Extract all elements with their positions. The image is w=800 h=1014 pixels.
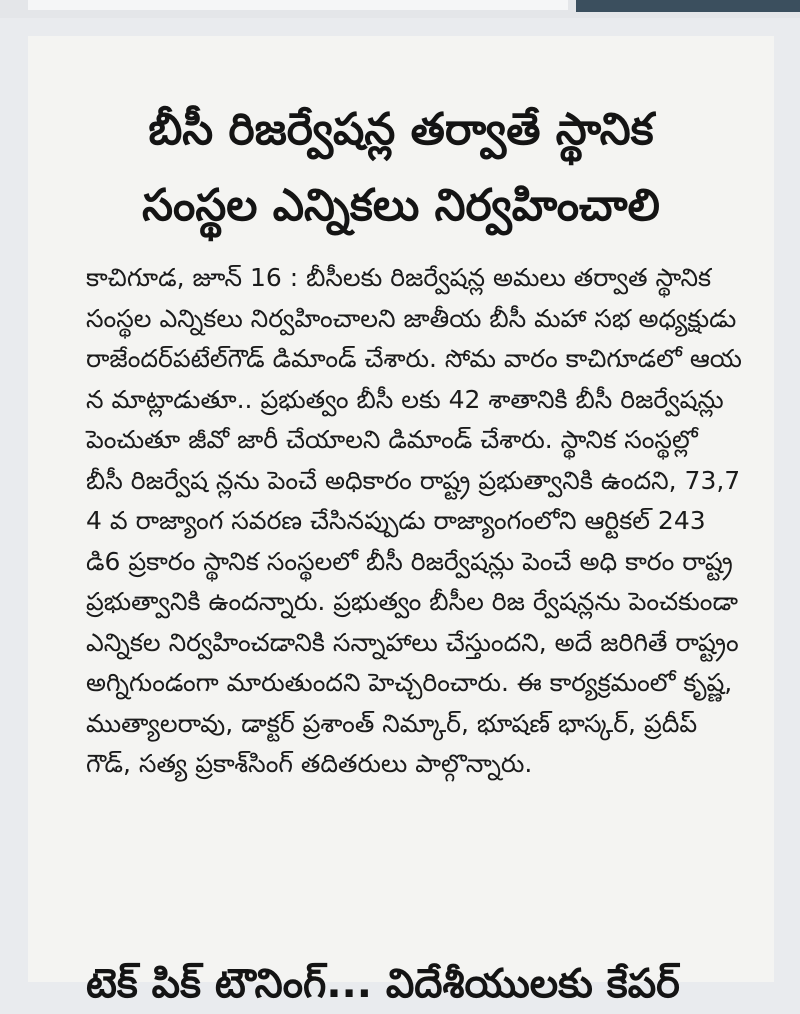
article-dateline: కాచిగూడ, జూన్ 16 : [86,263,299,292]
article-body-text: బీసీలకు రిజర్వేషన్ల అమలు తర్వాత స్థానిక సంస్థల ఎన్నికలు నిర్వహించాలని జాతీయ బీసీ మహా సభ అధ్యక్షుడు రాజేందర్‌పటేల్‌గౌడ్ డిమాండ్ చేశారు. సోమ వారం కాచిగూడలో ఆయన మాట్లాడుతూ.. ప్రభుత్వం బీసీ లకు 42 శాతానికి బీసీ రిజర్వేషన్లు పెంచుతూ జీవో జారీ చేయాలని డిమాండ్ చేశారు. స్థానిక సంస్థల్లో బీసీ రిజర్వేష న్లను పెంచే అధికారం రాష్ట్ర ప్రభుత్వానికి ఉందని, 73,74 వ రాజ్యాంగ సవరణ చేసినప్పుడు రాజ్యాంగంలోని ఆర్టికల్ 243 డి6 ప్రకారం స్థానిక సంస్థలలో బీసీ రిజర్వేషన్లు పెంచే అధి కారం రాష్ట్ర ప్రభుత్వానికి ఉందన్నారు. ప్రభుత్వం బీసీల రిజ ర్వేషన్లను పెంచకుండా ఎన్నికల నిర్వహించడానికి సన్నాహాలు చేస్తుందని, అదే జరిగితే రాష్ట్రం అగ్నిగుండంగా మారుతుందని హెచ్చరించారు. ఈ కార్యక్రమంలో కృష్ణ, ముత్యాలరావు, డాక్టర్ ప్రశాంత్ నిమ్కార్, భూషణ్ భాస్కర్, ప్రదీప్ గౌడ్, సత్య ప్రకాశ్‌సింగ్ తదితరులు పాల్గొన్నారు. [86,263,742,778]
top-strip [0,0,800,18]
headline-line-1: బీసీ రిజర్వేషన్ల తర్వాతే స్థానిక [148,104,654,155]
newspaper-clipping [28,36,774,1007]
next-article-headline: టెక్ పిక్ టౌనింగ్... విదేశీయులకు కేపర్ [86,961,680,1007]
article-body [86,258,742,785]
top-dark-block [576,0,800,12]
headline-line-2: సంస్థల ఎన్నికలు నిర్వహించాలి [142,180,660,231]
article-headline [28,92,774,244]
top-light-bar [28,0,568,10]
